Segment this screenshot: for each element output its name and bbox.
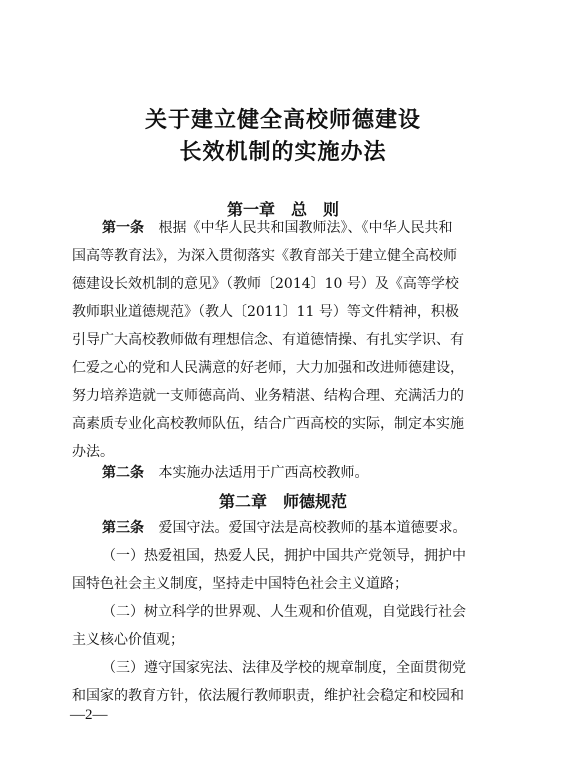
article-1-line: 高素质专业化高校教师队伍，结合广西高校的实际，制定本实施 — [72, 416, 464, 432]
article-2-text: 本实施办法适用于广西高校教师。 — [158, 465, 369, 481]
article-2-label: 第二条 — [102, 465, 144, 481]
article-1-label: 第一条 — [102, 220, 144, 236]
chapter-2-heading: 第二章 师德规范 — [218, 492, 347, 511]
article-2 — [102, 464, 502, 482]
article-1-line: 国高等教育法》，为深入贯彻落实《教育部关于建立健全高校师 — [72, 248, 457, 264]
item-line: 和国家的教育方针，依法履行教师职责，维护社会稳定和校园和 — [72, 688, 464, 704]
article-1-line: 努力培养造就一支师德高尚、业务精湛、结构合理、充满活力的 — [72, 388, 464, 404]
item-line: （二）树立科学的世界观、人生观和价值观，自觉践行社会 — [102, 604, 466, 620]
article-1-line: 引导广大高校教师做有理想信念、有道德情操、有扎实学识、有 — [72, 332, 464, 348]
item-line: 主义核心价值观； — [72, 632, 184, 648]
document-title-line-1: 关于建立健全高校师德建设 — [144, 107, 421, 133]
article-1-text: 根据《中华人民共和国教师法》、《中华人民共和 — [158, 220, 453, 236]
article-3-label: 第三条 — [102, 520, 144, 536]
item-line: 国特色社会主义制度，坚持走中国特色社会主义道路； — [72, 576, 408, 592]
item-line: （一）热爱祖国，热爱人民，拥护中国共产党领导，拥护中 — [102, 548, 466, 564]
article-3 — [102, 519, 502, 537]
document-title-line-2: 长效机制的实施办法 — [179, 139, 387, 165]
article-1-line: 仁爱之心的党和人民满意的好老师，大力加强和改进师德建设， — [72, 360, 464, 376]
article-3-text: 爱国守法。爱国守法是高校教师的基本道德要求。 — [158, 520, 467, 536]
article-1-first-line — [102, 219, 502, 237]
article-1-line: 办法。 — [72, 444, 114, 460]
item-line: （三）遵守国家宪法、法律及学校的规章制度，全面贯彻党 — [102, 660, 466, 676]
page-number: —2— — [70, 707, 108, 723]
article-1-line: 德建设长效机制的意见》（教师〔2014〕10 号）及《高等学校 — [72, 276, 459, 292]
chapter-1-heading: 第一章 总 则 — [226, 200, 339, 219]
article-1-line: 教师职业道德规范》（教人〔2011〕11 号）等文件精神，积极 — [72, 304, 459, 320]
